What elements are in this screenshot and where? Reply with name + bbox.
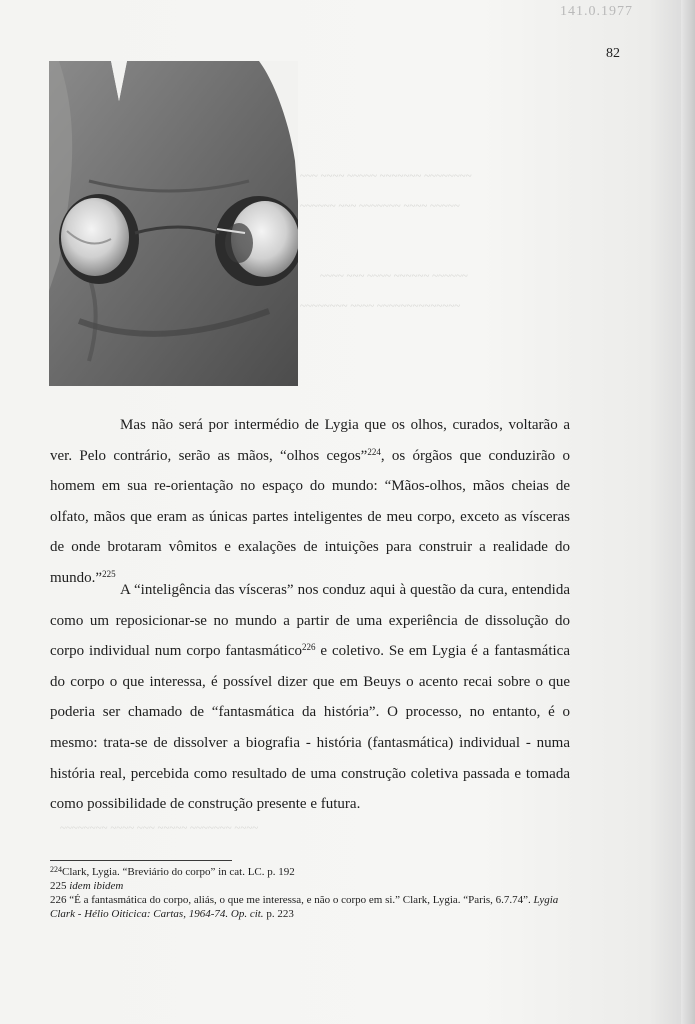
footnote-226: 226 “É a fantasmática do corpo, aliás, o que me interessa, e não o corpo em si.” Clark, Lygia. “Paris, 6.7.74”. Lygia Clark - Hélio Oiticica: Cartas, 1964-74. Op. cit. p. 223 — [50, 894, 559, 920]
footnote-225: 225 idem ibidem — [50, 880, 124, 892]
footnote-divider — [50, 860, 232, 861]
show-through: ~~~~~~ ~~~ ~~~~~~~ ~~~~ ~~~~~ — [300, 200, 460, 212]
show-through: ~~~~ ~~~ ~~~~ ~~~~~~ ~~~~~~ — [320, 270, 468, 282]
show-through: ~~~~~~~~ ~~~~ ~~~ ~~~~~ ~~~~~~~ ~~~~ — [60, 822, 259, 834]
paragraph-1: Mas não será por intermédio de Lygia que os olhos, curados, voltarão a ver. Pelo contrário, serão as mãos, “olhos cegos”$^{224}$, os órgãos que conduzirão o homem em sua re-orientação no espaço do mundo: “Mãos-olhos, mãos cheias de olfato, mãos que eram as únicas partes inteligentes de meu corpo, exceto as vísceras de onde brotaram vômitos e exalações de intuições para construir a realidade do mundo.”$^{225}$ — [50, 417, 570, 586]
paragraph-2: A “inteligência das vísceras” nos conduz aqui à questão da cura, entendida como um reposicionar-se no mundo a partir de uma experiência de dissolução do corpo individual num corpo fantasmático$^{226}$ e coletivo. Se em Lygia é a fantasmática do corpo o que interessa, é possível dizer que em Beuys o acento recai sobre o que poderia ser chamado de “fantasmática da história”. O processo, no entanto, é o mesmo: trata-se de dissolver a biografia - história (fantasmática) individual - numa história real, percebida como resultado de uma construção coletiva passada e tomada como possibilidade de construção presente e futura. — [50, 582, 570, 813]
show-through: ~~~~~~~~ ~~~~ ~~~~~~~~~~~~~~ — [300, 300, 461, 312]
page-number: 82 — [606, 46, 620, 61]
footnotes — [50, 865, 570, 921]
figure-photo — [49, 61, 298, 386]
page-edge — [681, 0, 695, 1024]
show-through: ~~~ ~~~~ ~~~~~ ~~~~~~~ ~~~~~~~~ — [300, 170, 472, 182]
footnote-224: $^{224}$Clark, Lygia. “Breviário do corpo” in cat. LC. p. 192 — [50, 865, 295, 878]
corner-mark: 141.0.1977 — [560, 4, 633, 19]
